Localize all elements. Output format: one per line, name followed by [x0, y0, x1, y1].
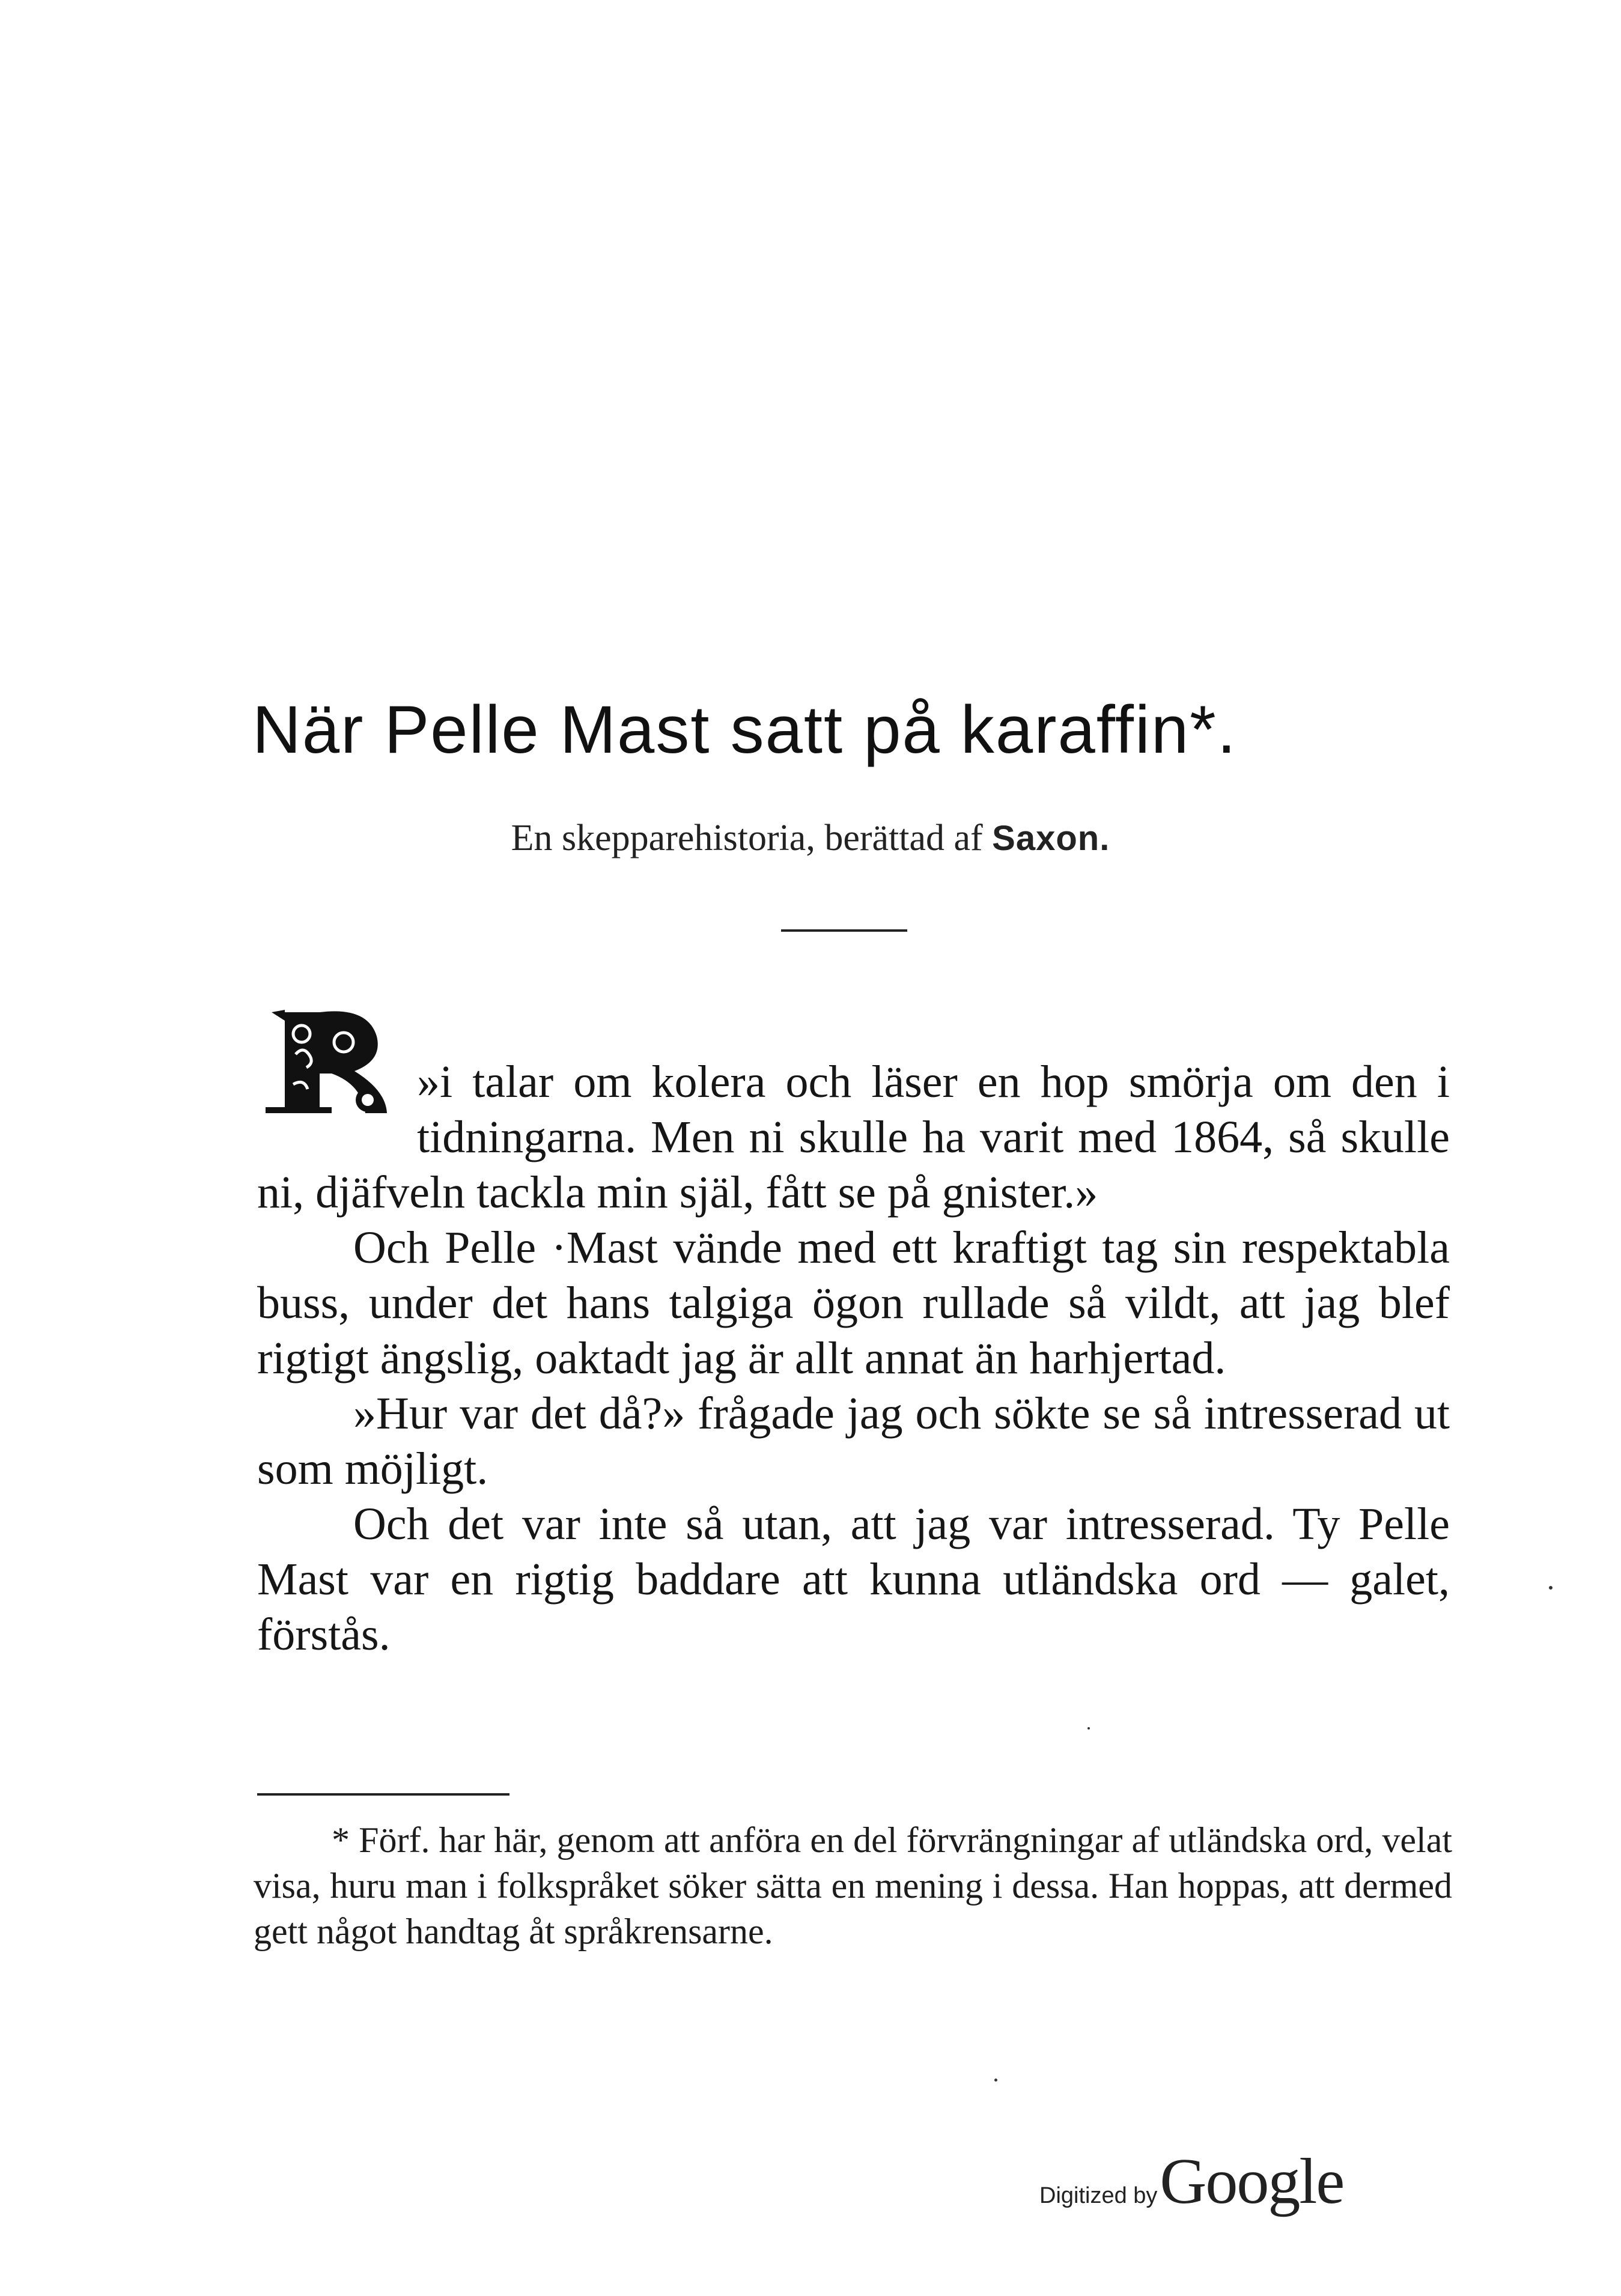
footnote-divider [257, 1793, 509, 1796]
footnote [254, 1817, 1452, 1954]
decorative-initial-icon [254, 994, 404, 1117]
footnote-text: * Förf. har här, genom att anföra en del förvrängningar af utländska ord, velat visa, huru man i folkspråket söker sätta en mening i dessa. Han hoppas, att dermed gett något handtag åt språkrensarne. [254, 1820, 1452, 1951]
google-logo: Google [1160, 2146, 1344, 2217]
page-title: När Pelle Mast satt på karaffin*. [252, 692, 1237, 767]
print-speck [1087, 1727, 1090, 1730]
paragraph-1 [257, 1054, 1450, 1220]
watermark-prefix: Digitized by [1039, 2183, 1158, 2208]
paragraph-2: Och Pelle ·Mast vände med ett kraftigt tag sin respektabla buss, under det hans talgiga ögon rullade så vildt, att jag blef rigtigt ängslig, oaktadt jag är allt annat än harhjertad. [257, 1222, 1450, 1383]
author-name: Saxon. [992, 819, 1110, 858]
digitized-watermark [1039, 2145, 1343, 2219]
print-speck [994, 2079, 997, 2082]
print-speck [1549, 1586, 1553, 1590]
paragraph-3: »Hur var det då?» frågade jag och sökte se så intresserad ut som möjligt. [257, 1388, 1450, 1494]
opening-quote: » [417, 1057, 440, 1107]
title-divider [781, 929, 907, 932]
subtitle [0, 817, 1621, 860]
subtitle-text: En skepparehistoria, berättad af [511, 818, 993, 858]
story-body [257, 1054, 1450, 1662]
paragraph-1-text: i talar om kolera och läser en hop smörja om den i tidningarna. Men ni skulle ha varit med 1864, så skulle ni, djäfveln tackla min själ, fått se på gnister.» [257, 1057, 1450, 1218]
paragraph-4: Och det var inte så utan, att jag var intresserad. Ty Pelle Mast var en rigtig baddare att kunna utländska ord — galet, förstås. [257, 1499, 1450, 1660]
